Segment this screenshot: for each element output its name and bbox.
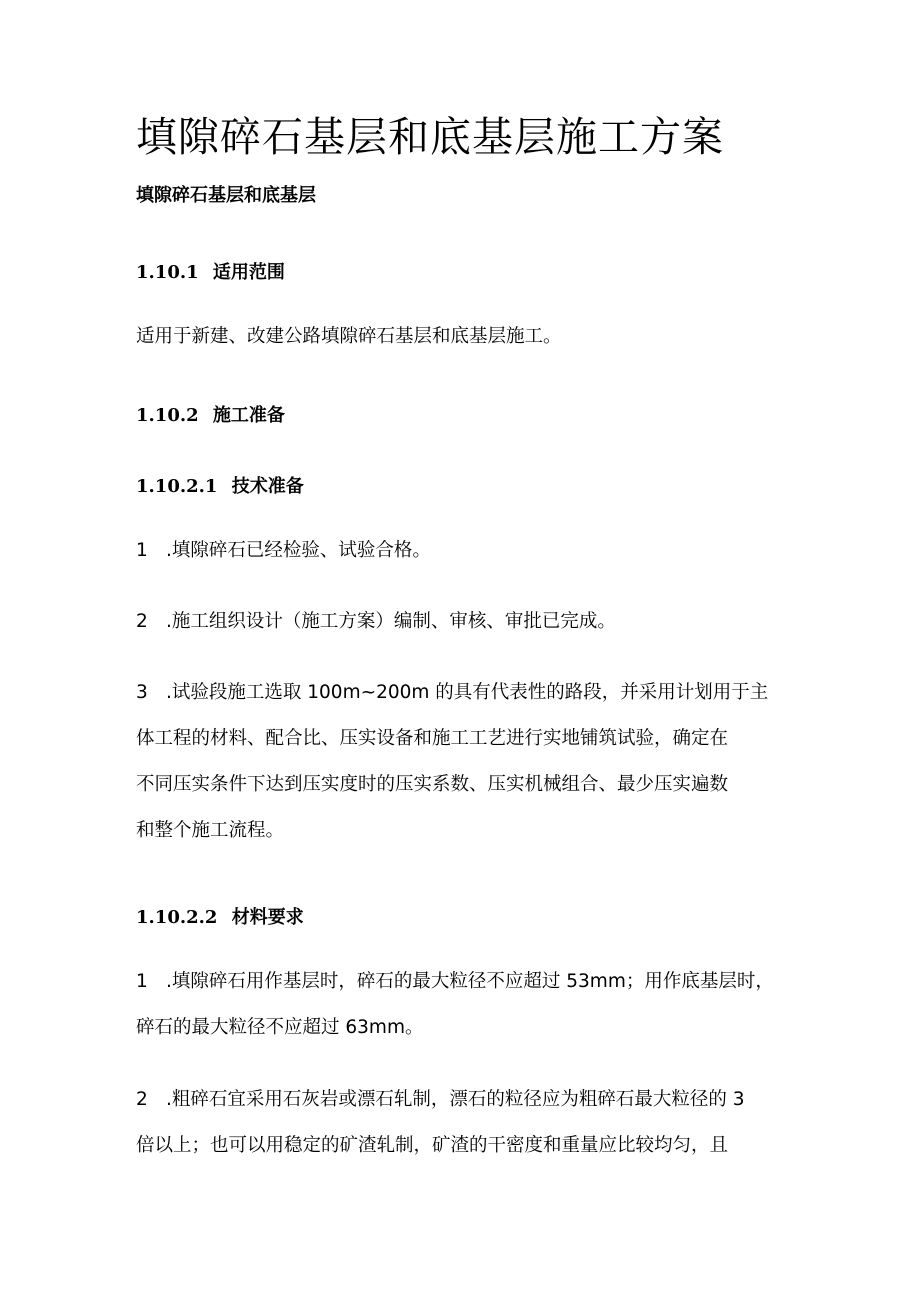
subsection-heading-material-req <box>136 903 304 929</box>
list-item <box>136 599 796 645</box>
list-item-number: 2 <box>136 1089 148 1110</box>
paragraph-line: 适用于新建、改建公路填隙碎石基层和底基层施工。 <box>136 326 562 347</box>
list-item-number: 1 <box>136 540 148 561</box>
paragraph-line: .填隙碎石用作基层时，碎石的最大粒径不应超过 53mm；用作底基层时， <box>166 971 774 992</box>
list-item-number: 1 <box>136 971 148 992</box>
section-heading-preparation <box>136 401 285 427</box>
document-subtitle: 填隙碎石基层和底基层 <box>136 185 316 206</box>
list-item-number: 2 <box>136 611 148 632</box>
section-heading-scope <box>136 258 285 284</box>
section-number: 1.10.2 <box>136 405 199 426</box>
section-number: 1.10.2.2 <box>136 907 218 928</box>
list-item <box>136 1077 796 1169</box>
scope-paragraph <box>136 314 796 360</box>
paragraph-line: .试验段施工选取 100m~200m 的具有代表性的路段，并采用计划用于主 <box>166 682 769 703</box>
paragraph-line: 体工程的材料、配合比、压实设备和施工工艺进行实地铺筑试验，确定在 <box>136 728 729 749</box>
section-number: 1.10.1 <box>136 262 199 283</box>
section-number: 1.10.2.1 <box>136 476 218 497</box>
paragraph-line: 碎石的最大粒径不应超过 63mm。 <box>136 1017 424 1038</box>
subsection-heading-technical-prep <box>136 472 304 498</box>
document-title: 填隙碎石基层和底基层施工方案 <box>136 113 724 161</box>
paragraph-line: .填隙碎石已经检验、试验合格。 <box>166 540 431 561</box>
list-item <box>136 528 796 574</box>
list-item-number: 3 <box>136 682 148 703</box>
paragraph-line: 不同压实条件下达到压实度时的压实系数、压实机械组合、最少压实遍数 <box>136 774 729 795</box>
paragraph-line: .粗碎石宜采用石灰岩或漂石轧制，漂石的粒径应为粗碎石最大粒径的 3 <box>166 1089 745 1110</box>
section-title: 施工准备 <box>212 405 285 426</box>
paragraph-line: 和整个施工流程。 <box>136 820 285 841</box>
section-title: 技术准备 <box>231 476 304 497</box>
section-title: 材料要求 <box>231 907 304 928</box>
paragraph-line: 倍以上；也可以用稳定的矿渣轧制，矿渣的干密度和重量应比较均匀，且 <box>136 1135 729 1156</box>
list-item <box>136 959 796 1051</box>
list-item <box>136 670 796 854</box>
section-title: 适用范围 <box>212 262 285 283</box>
paragraph-line: .施工组织设计（施工方案）编制、审核、审批已完成。 <box>166 611 616 632</box>
